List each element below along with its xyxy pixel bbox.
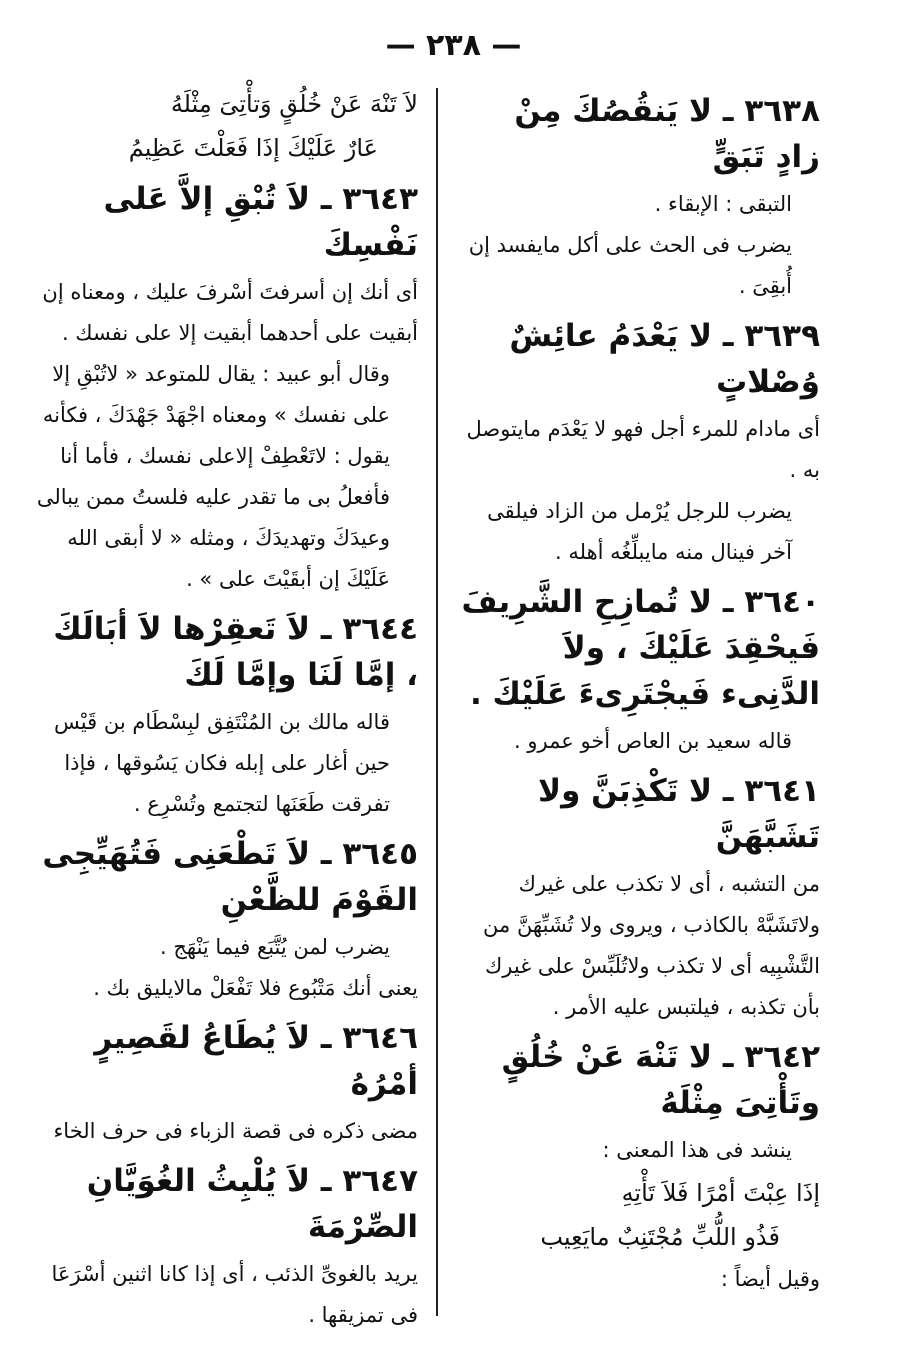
proverb-3646 (36, 1015, 418, 1152)
proverb-heading: ٣٦٤٥ ـ لاَ تَطْعَنِى فَتُهَيِّجِى القَوْمَ للظَّعْنِ (42, 836, 418, 918)
proverb-heading: ٣٦٤١ ـ لا تَكْذِبَنَّ ولا تَشَبَّهَنَّ (537, 773, 820, 855)
proverb-commentary: وقال أبو عبيد : يقال للمتوعد « لاتُبْقِ إلا على نفسك » ومعناه اجْهَدْ جَهْدَكَ ، فكأنه يقول : لاتَعْطِفْ إلاعلى نفسك ، فأما أنا فأفعلُ بى ما تقدر عليه فلستُ ممن يبالى وعيدَكَ وتهديدَكَ ، ومثله « لا أبقى الله عَلَيْكَ إن أبقَيْتَ على » . (36, 362, 390, 591)
proverb-heading: ٣٦٤٦ ـ لاَ يُطَاعُ لقَصِيرٍ أمْرُهُ (94, 1020, 418, 1102)
page-number: — ٢٣٨ — (385, 28, 522, 63)
proverb-gloss: أى مادام للمرء أجل فهو لا يَعْدَم مايتوصل به . (466, 417, 820, 482)
proverb-3639 (460, 313, 820, 573)
proverb-note: وقيل أيضاً : (720, 1267, 820, 1291)
verse-line: فَذُو اللُّبِّ مُجْتَنِبٌ مايَعِيب (540, 1223, 780, 1251)
proverb-3643 (36, 176, 418, 600)
proverb-3642 (460, 1034, 820, 1300)
proverb-intro: ينشد فى هذا المعنى : (602, 1138, 792, 1162)
proverb-3641 (460, 768, 820, 1028)
proverb-gloss: أى أنك إن أسرفتَ أسْرفَ عليك ، ومعناه إن أبقيت على أحدهما أبقيت إلا على نفسك . (42, 280, 418, 345)
proverb-usage: يضرب لمن يُتَّبَع فيما يَنْهَج . (159, 935, 390, 959)
right-column (460, 82, 820, 1300)
proverb-heading: ٣٦٤٢ ـ لا تَنْهَ عَنْ خُلُقٍ وتَأْتِىَ مِثْلَهُ (501, 1039, 820, 1121)
proverb-heading: ٣٦٤٣ ـ لاَ تُبْقِ إلاَّ عَلى نَفْسِكَ (103, 181, 418, 263)
column-divider (436, 88, 438, 1316)
proverb-heading: ٣٦٣٨ ـ لا يَنقُصُكَ مِنْ زادٍ تَبَقٍّ (514, 93, 820, 175)
proverb-3638 (460, 88, 820, 307)
proverb-heading: ٣٦٣٩ ـ لا يَعْدَمُ عائِشٌ وُصْلاتٍ (509, 318, 820, 400)
verse-line: لاَ تَنْهَ عَنْ خُلُقٍ وَتأْتِىَ مِثْلَهُ (170, 90, 418, 118)
proverb-attribution: قاله مالك بن المُنْتَفِق لبِسْطَام بن قَيْس حين أغار على إبله فكان يَسُوقها ، فإذا تفرقت طَعَنَها لتجتمع وتُسْرِع . (54, 710, 390, 816)
proverb-gloss: التبقى : الإبقاء . (654, 192, 792, 216)
proverb-3640 (460, 579, 820, 762)
verse-line: إذَا عِبْتَ أمْرًا فَلاَ تَأْتِهِ (621, 1179, 820, 1207)
proverb-note: مضى ذكره فى قصة الزباء فى حرف الخاء (53, 1119, 418, 1143)
proverb-heading: ٣٦٤٧ ـ لاَ يُلْبِثُ الغُوَيَّانِ الصِّرْمَةَ (86, 1163, 418, 1245)
proverb-attribution: قاله سعيد بن العاص أخو عمرو . (514, 729, 792, 753)
proverb-usage: يضرب فى الحث على أكل مايفسد إن أُبقِىَ . (468, 233, 792, 298)
proverb-usage: يضرب للرجل يُرْمل من الزاد فيلقى آخر فينال منه مايبلِّغُه أهله . (487, 499, 792, 564)
verse-line: عَارٌ عَلَيْكَ إذَا فَعَلْتَ عَظِيمُ (128, 134, 378, 162)
proverb-gloss: من التشبه ، أى لا تكذب على غيرك ولاتَشَبَّهْ بالكاذب ، ويروى ولا تُشَبِّهَنَّ من التَّشْبِيه أى لا تكذب ولاتُلَبِّسْ على غيرك بأن تكذبه ، فيلتبس عليه الأمر . (483, 872, 820, 1019)
proverb-3647 (36, 1158, 418, 1336)
proverb-3645 (36, 831, 418, 1009)
proverb-heading: ٣٦٤٠ ـ لا تُمازِحِ الشَّرِيفَ فَيحْقِدَ عَلَيْكَ ، ولاَ الدَّنِىء فَيجْتَرِىءَ عَلَيْكَ . (461, 584, 820, 712)
proverb-heading: ٣٦٤٤ ـ لاَ تَعقِرْها لاَ أبَالَكَ ، إمَّا لَنَا وإمَّا لَكَ (53, 611, 418, 693)
proverb-gloss: يريد بالغوىِّ الذئب ، أى إذا كانا اثنين أسْرَعَا فى تمزيقها . (51, 1262, 418, 1327)
left-column (36, 82, 418, 1336)
proverb-gloss: يعنى أنك مَتْبُوع فلا تَفْعَلْ مالايليق بك . (93, 976, 418, 1000)
proverb-3644 (36, 606, 418, 825)
